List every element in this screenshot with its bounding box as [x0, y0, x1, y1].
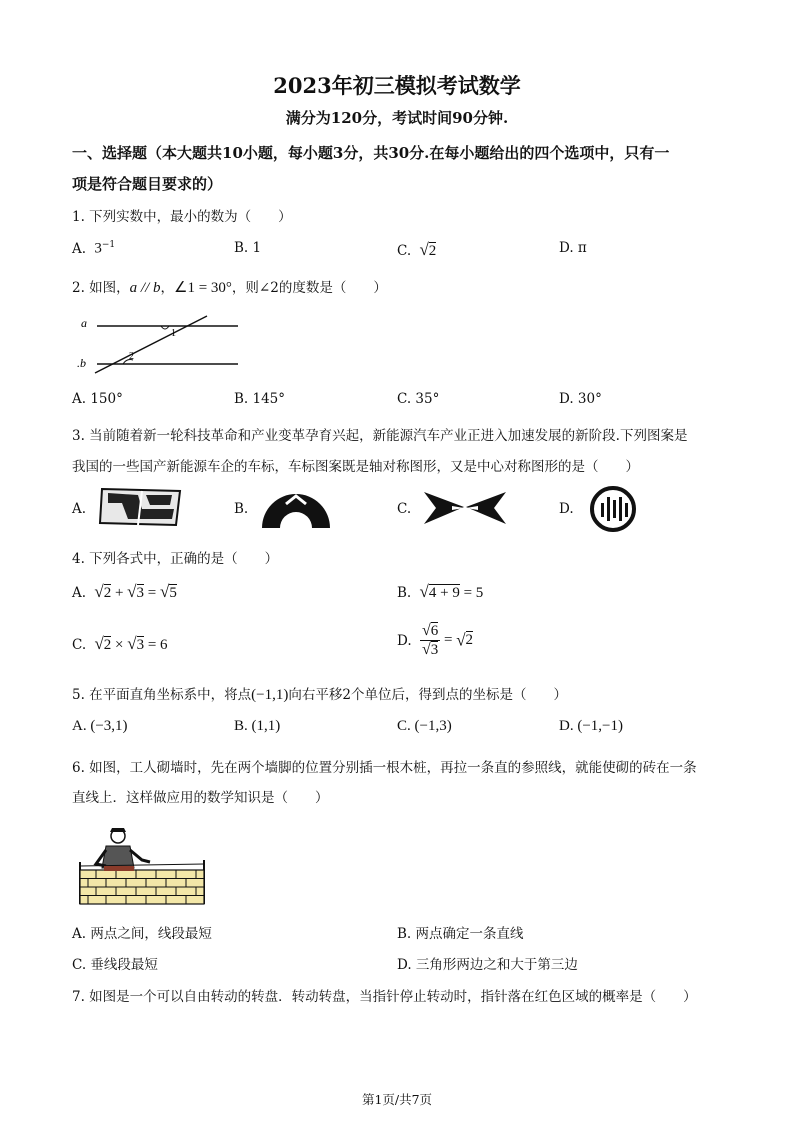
question-5-option-c: C. (−1,3) — [397, 718, 452, 734]
stem-text: 2. 如图， — [72, 280, 130, 296]
question-7-stem: 7. 如图是一个可以自由转动的转盘．转动转盘，当指针停止转动时，指针落在红色区域的概率是（ ） — [72, 989, 697, 1005]
exam-subtitle: 满分为120分，考试时间90分钟. — [285, 109, 509, 127]
question-6-stem-line2: 直线上．这样做应用的数学知识是（ ） — [72, 790, 329, 806]
option-c-radicand: 2 — [428, 243, 437, 259]
question-6-option-a: A. 两点之间，线段最短 — [72, 926, 212, 942]
car-logo-c — [422, 490, 508, 526]
question-4-option-c: C. √2 × √3 = 6 — [72, 634, 168, 653]
option-label: B. — [397, 585, 412, 601]
question-3-stem-line2: 我国的一些国产新能源车企的车标，车标图案既是轴对称图形，又是中心对称图形的是（ ） — [72, 459, 639, 475]
label-angle-2: 2 — [129, 351, 134, 362]
question-1-stem: 1. 下列实数中，最小的数为（ ） — [72, 209, 292, 225]
question-3-option-b-label: B. — [234, 501, 249, 517]
page-number: 第1页/共7页 — [361, 1092, 433, 1107]
question-6-option-c: C. 垂线段最短 — [72, 957, 158, 973]
denominator: 3 — [430, 642, 439, 658]
question-3-option-d-label: D. — [559, 501, 574, 517]
question-6-stem-line1: 6. 如图，工人砌墙时，先在两个墙脚的位置分别插一根木桩，再拉一条直的参照线，就能使砌的砖在一条 — [72, 760, 697, 776]
question-5-option-d: D. (−1,−1) — [559, 718, 623, 734]
label-b: .b — [77, 356, 86, 370]
option-label: A. — [72, 240, 87, 257]
question-1-option-d: D. π — [559, 240, 587, 256]
numerator: 6 — [430, 623, 439, 639]
question-5-option-a: A. (−3,1) — [72, 718, 128, 734]
option-label: D. — [397, 632, 412, 649]
stem-text: 5. 在平面直角坐标系中，将点 — [72, 687, 252, 703]
question-3-option-a-label: A. — [72, 501, 87, 517]
section-heading-line1: 一、选择题（本大题共10小题，每小题3分，共30分.在每小题给出的四个选项中，只有一 — [72, 144, 670, 162]
operator: × — [111, 637, 128, 653]
question-1-option-a — [72, 240, 115, 258]
parallel-expression: a // b — [129, 280, 161, 296]
option-label: A. — [72, 585, 87, 601]
radicand: 3 — [136, 637, 145, 653]
equals: = 5 — [459, 585, 484, 601]
question-1-option-c: C. √2 — [397, 240, 437, 259]
option-label: C. — [397, 243, 412, 259]
radicand: 2 — [103, 585, 112, 601]
equals: = 6 — [144, 637, 168, 653]
radicand: 5 — [169, 585, 177, 601]
option-a-exponent: −1 — [101, 240, 116, 250]
operator: + — [111, 585, 128, 601]
question-3-stem-line1: 3. 当前随着新一轮科技革命和产业变革孕育兴起，新能源汽车产业正进入加速发展的新阶段.下列图案是 — [72, 428, 688, 444]
radicand: 2 — [465, 632, 474, 648]
point-coordinate: (−1,1) — [251, 687, 289, 703]
question-2-option-a: A. 150° — [72, 391, 123, 407]
fraction: $\frac{√6}{√3}$ — [421, 622, 439, 658]
question-2-option-d: D. 30° — [559, 391, 602, 407]
car-logo-d — [588, 486, 638, 532]
question-6-option-d: D. 三角形两边之和大于第三边 — [397, 957, 578, 973]
label-angle-1: 1 — [171, 328, 176, 339]
equals: = — [144, 585, 160, 601]
question-4-stem: 4. 下列各式中，正确的是（ ） — [72, 551, 279, 567]
question-2-option-b: B. 145° — [234, 391, 286, 407]
page-title: 2023年初三模拟考试数学 — [273, 73, 521, 98]
question-4-option-b: B. √4 + 9 = 5 — [397, 582, 484, 601]
question-5-stem — [72, 683, 567, 704]
angle-expression: ∠1 = 30° — [174, 280, 232, 296]
stem-separator: ， — [160, 280, 175, 296]
car-logo-b — [258, 482, 334, 534]
question-4-option-d: D. $\frac{√6}{√3}$ = √2 — [397, 622, 474, 658]
parallel-lines-figure — [75, 310, 245, 375]
stem-text: 向右平移2个单位后，得到点的坐标是（ ） — [288, 687, 567, 703]
option-label: C. — [72, 637, 87, 653]
section-heading-line2: 项是符合题目要求的） — [72, 175, 223, 193]
question-3-option-c-label: C. — [397, 501, 412, 517]
option-a-base: 3 — [94, 240, 102, 257]
car-logo-a — [98, 485, 184, 529]
radicand: 4 + 9 — [428, 585, 460, 601]
question-6-option-b: B. 两点确定一条直线 — [397, 926, 524, 942]
question-2-stem — [72, 276, 387, 297]
bricklayer-figure — [76, 826, 212, 906]
question-4-option-a: A. √2 + √3 = √5 — [72, 582, 177, 601]
question-2-option-c: C. 35° — [397, 391, 440, 407]
stem-text: ，则∠2的度数是（ ） — [231, 280, 387, 296]
radicand: 2 — [103, 637, 112, 653]
question-1-option-b: B. 1 — [234, 240, 262, 256]
question-5-option-b: B. (1,1) — [234, 718, 281, 734]
radicand: 3 — [136, 585, 144, 601]
label-a: a — [81, 316, 87, 330]
equals: = — [440, 632, 457, 648]
